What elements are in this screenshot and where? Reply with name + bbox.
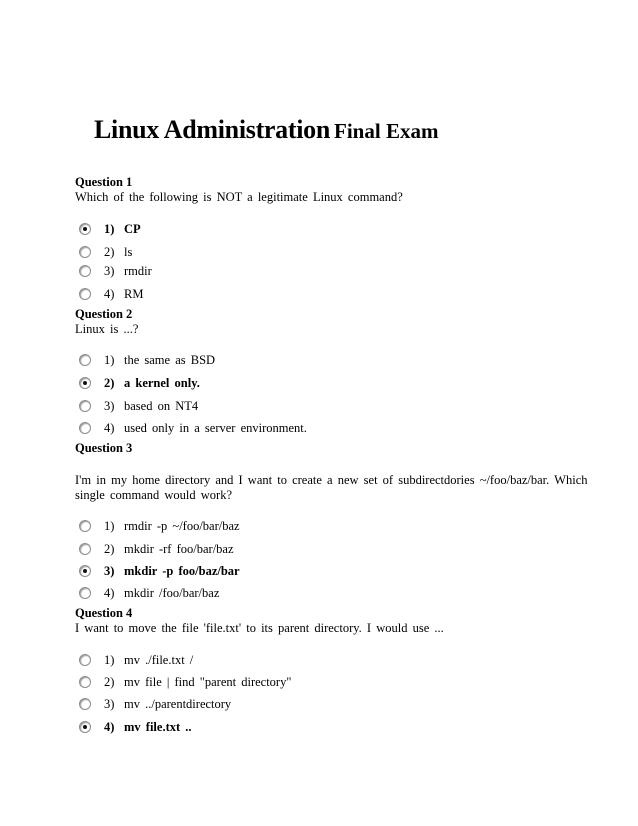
title-main: Linux Administration	[94, 115, 331, 144]
radio-unselected-icon[interactable]	[79, 354, 91, 366]
question-3-option-1[interactable]	[79, 519, 559, 535]
radio-unselected-icon[interactable]	[79, 288, 91, 300]
question-3-text-line-1: I'm in my home directory and I want to create a new set of subdirectdories ~/foo/baz/bar. Which	[75, 473, 588, 487]
option-number: 3)	[104, 399, 115, 413]
radio-unselected-icon[interactable]	[79, 265, 91, 277]
option-number: 4)	[104, 421, 115, 435]
option-label: rmdir	[124, 264, 152, 278]
question-1-option-1[interactable]	[79, 222, 559, 238]
question-1-option-2[interactable]	[79, 245, 559, 261]
option-label: mkdir -p foo/baz/bar	[124, 564, 240, 578]
page-title	[94, 115, 438, 145]
radio-selected-icon[interactable]	[79, 377, 91, 389]
radio-dot-icon	[83, 725, 87, 729]
question-1-heading: Question 1	[75, 175, 133, 189]
question-2-option-4[interactable]	[79, 421, 559, 437]
option-label: mkdir -rf foo/bar/baz	[124, 542, 234, 556]
radio-dot-icon	[83, 569, 87, 573]
option-number: 1)	[104, 653, 115, 667]
option-label: used only in a server environment.	[124, 421, 307, 435]
option-label: RM	[124, 287, 144, 301]
option-number: 3)	[104, 264, 115, 278]
question-4-option-4[interactable]	[79, 720, 559, 736]
question-1-text: Which of the following is NOT a legitimate Linux command?	[75, 190, 403, 204]
question-3-heading: Question 3	[75, 441, 133, 455]
option-number: 2)	[104, 245, 115, 259]
question-3-option-2[interactable]	[79, 542, 559, 558]
option-label: mkdir /foo/bar/baz	[124, 586, 220, 600]
option-number: 3)	[104, 564, 115, 578]
option-number: 4)	[104, 586, 115, 600]
question-2-text: Linux is ...?	[75, 322, 139, 336]
option-label: based on NT4	[124, 399, 199, 413]
radio-unselected-icon[interactable]	[79, 543, 91, 555]
radio-unselected-icon[interactable]	[79, 520, 91, 532]
option-label: a kernel only.	[124, 376, 200, 390]
radio-unselected-icon[interactable]	[79, 246, 91, 258]
question-2-option-1[interactable]	[79, 353, 559, 369]
question-4-option-1[interactable]	[79, 653, 559, 669]
option-label: rmdir -p ~/foo/bar/baz	[124, 519, 240, 533]
option-number: 4)	[104, 287, 115, 301]
radio-unselected-icon[interactable]	[79, 587, 91, 599]
option-label: mv file.txt ..	[124, 720, 192, 734]
question-4-text: I want to move the file 'file.txt' to its parent directory. I would use ...	[75, 621, 444, 635]
option-label: mv ./file.txt /	[124, 653, 194, 667]
option-number: 4)	[104, 720, 115, 734]
question-2-option-2[interactable]	[79, 376, 559, 392]
question-1-option-4[interactable]	[79, 287, 559, 303]
question-4-option-2[interactable]	[79, 675, 559, 691]
option-number: 1)	[104, 519, 115, 533]
question-2-option-3[interactable]	[79, 399, 559, 415]
question-4-heading: Question 4	[75, 606, 133, 620]
radio-selected-icon[interactable]	[79, 565, 91, 577]
option-label: mv file | find "parent directory"	[124, 675, 292, 689]
radio-dot-icon	[83, 227, 87, 231]
option-number: 1)	[104, 222, 115, 236]
option-label: mv ../parentdirectory	[124, 697, 232, 711]
radio-selected-icon[interactable]	[79, 223, 91, 235]
option-number: 2)	[104, 376, 115, 390]
option-label: ls	[124, 245, 133, 259]
option-number: 3)	[104, 697, 115, 711]
option-number: 1)	[104, 353, 115, 367]
option-number: 2)	[104, 542, 115, 556]
radio-unselected-icon[interactable]	[79, 422, 91, 434]
question-3-text-line-2: single command would work?	[75, 488, 233, 502]
question-3-option-4[interactable]	[79, 586, 559, 602]
radio-dot-icon	[83, 381, 87, 385]
question-4-option-3[interactable]	[79, 697, 559, 713]
question-2-heading: Question 2	[75, 307, 133, 321]
radio-unselected-icon[interactable]	[79, 698, 91, 710]
question-1-option-3[interactable]	[79, 264, 559, 280]
option-label: the same as BSD	[124, 353, 216, 367]
radio-unselected-icon[interactable]	[79, 676, 91, 688]
radio-unselected-icon[interactable]	[79, 400, 91, 412]
option-label: CP	[124, 222, 141, 236]
radio-unselected-icon[interactable]	[79, 654, 91, 666]
question-3-option-3[interactable]	[79, 564, 559, 580]
option-number: 2)	[104, 675, 115, 689]
radio-selected-icon[interactable]	[79, 721, 91, 733]
title-sub: Final Exam	[334, 119, 439, 143]
